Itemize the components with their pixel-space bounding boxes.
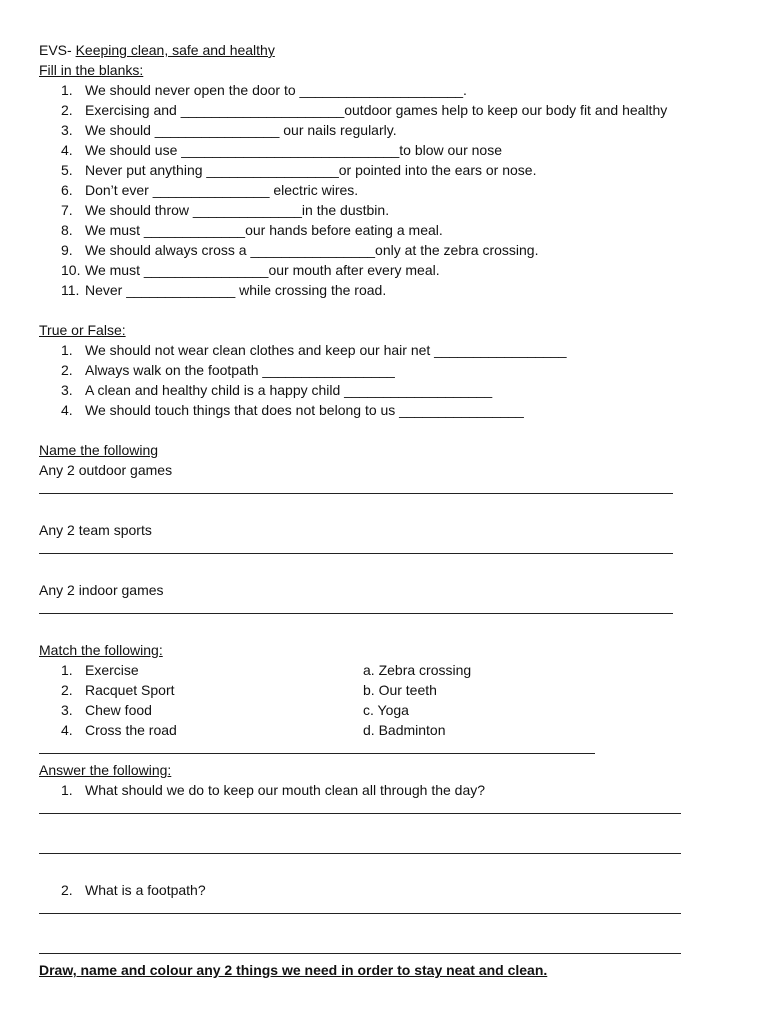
answer-line[interactable] xyxy=(39,900,739,920)
match-heading: Match the following: xyxy=(39,642,163,658)
match-right: c. Yoga xyxy=(363,702,409,718)
item-number: 2. xyxy=(61,682,73,698)
answer-heading: Answer the following: xyxy=(39,762,172,778)
match-row xyxy=(39,680,739,700)
spacer xyxy=(39,920,739,940)
item-number: 7. xyxy=(61,202,73,218)
subject-prefix: EVS- xyxy=(39,42,76,58)
list-item xyxy=(39,180,739,200)
question-text: What should we do to keep our mouth clean all through the day? xyxy=(85,782,486,798)
item-number: 10. xyxy=(61,262,81,278)
prompt-team-sports: Any 2 team sports xyxy=(39,522,152,538)
item-text: We should never open the door to _____________________. xyxy=(85,82,467,98)
answer-line[interactable] xyxy=(39,480,739,500)
item-number: 1. xyxy=(61,342,73,358)
item-number: 6. xyxy=(61,182,73,198)
list-item xyxy=(39,120,739,140)
answer-line[interactable] xyxy=(39,800,739,820)
name-following-heading: Name the following xyxy=(39,442,159,458)
worksheet-title xyxy=(39,40,739,60)
match-left: Racquet Sport xyxy=(85,682,175,698)
list-item xyxy=(39,380,739,400)
item-text: We should throw ______________in the dustbin. xyxy=(85,202,390,218)
item-number: 2. xyxy=(61,362,73,378)
title-text: Keeping clean, safe and healthy xyxy=(75,42,275,58)
item-number: 2. xyxy=(61,882,73,898)
item-number: 11. xyxy=(61,282,80,298)
item-number: 4. xyxy=(61,722,73,738)
item-number: 3. xyxy=(61,702,73,718)
divider-line xyxy=(39,740,739,760)
match-left: Cross the road xyxy=(85,722,177,738)
answer-list-2 xyxy=(39,880,739,900)
draw-instruction: Draw, name and colour any 2 things we need in order to stay neat and clean. xyxy=(39,962,548,978)
question-text: What is a footpath? xyxy=(85,882,206,898)
match-right: a. Zebra crossing xyxy=(363,662,472,678)
item-number: 4. xyxy=(61,402,73,418)
item-number: 3. xyxy=(61,382,73,398)
spacer xyxy=(39,500,739,520)
list-item xyxy=(39,280,739,300)
list-item xyxy=(39,140,739,160)
item-number: 1. xyxy=(61,82,73,98)
item-text: We should touch things that does not belong to us ________________ xyxy=(85,402,524,418)
match-left: Exercise xyxy=(85,662,139,678)
item-text: Always walk on the footpath _________________ xyxy=(85,362,395,378)
spacer xyxy=(39,300,739,320)
list-item xyxy=(39,80,739,100)
list-item xyxy=(39,200,739,220)
item-text: Don’t ever _______________ electric wires. xyxy=(85,182,359,198)
spacer xyxy=(39,820,739,840)
item-text: Never ______________ while crossing the road. xyxy=(85,282,387,298)
item-text: We should not wear clean clothes and keep our hair net _________________ xyxy=(85,342,567,358)
answer-line[interactable] xyxy=(39,940,739,960)
item-number: 1. xyxy=(61,782,73,798)
spacer xyxy=(39,620,739,640)
answer-line[interactable] xyxy=(39,600,739,620)
fill-blanks-list xyxy=(39,80,739,300)
spacer xyxy=(39,560,739,580)
item-text: Exercising and _____________________outdoor games help to keep our body fit and healthy xyxy=(85,102,668,118)
match-row xyxy=(39,720,739,740)
fill-blanks-heading: Fill in the blanks: xyxy=(39,62,144,78)
true-false-list xyxy=(39,340,739,420)
item-text: We should always cross a ________________only at the zebra crossing. xyxy=(85,242,539,258)
match-right: d. Badminton xyxy=(363,722,446,738)
answer-line[interactable] xyxy=(39,540,739,560)
answer-list xyxy=(39,780,739,800)
item-number: 1. xyxy=(61,662,73,678)
item-number: 2. xyxy=(61,102,73,118)
list-item xyxy=(39,160,739,180)
match-right: b. Our teeth xyxy=(363,682,437,698)
item-number: 8. xyxy=(61,222,73,238)
list-item xyxy=(39,340,739,360)
item-text: We must ________________our mouth after every meal. xyxy=(85,262,440,278)
prompt-outdoor-games: Any 2 outdoor games xyxy=(39,462,173,478)
worksheet xyxy=(39,40,739,980)
item-text: We must _____________our hands before eating a meal. xyxy=(85,222,443,238)
item-text: We should use ____________________________to blow our nose xyxy=(85,142,502,158)
spacer xyxy=(39,860,739,880)
item-text: A clean and healthy child is a happy child ___________________ xyxy=(85,382,493,398)
list-item xyxy=(39,780,739,800)
list-item xyxy=(39,240,739,260)
true-false-heading: True or False: xyxy=(39,322,126,338)
item-number: 9. xyxy=(61,242,73,258)
item-text: Never put anything _________________or pointed into the ears or nose. xyxy=(85,162,537,178)
answer-line[interactable] xyxy=(39,840,739,860)
match-left: Chew food xyxy=(85,702,152,718)
list-item xyxy=(39,220,739,240)
match-row xyxy=(39,660,739,680)
item-number: 5. xyxy=(61,162,73,178)
item-text: We should ________________ our nails regularly. xyxy=(85,122,397,138)
item-number: 3. xyxy=(61,122,73,138)
spacer xyxy=(39,420,739,440)
match-row xyxy=(39,700,739,720)
list-item xyxy=(39,100,739,120)
item-number: 4. xyxy=(61,142,73,158)
list-item xyxy=(39,880,739,900)
list-item xyxy=(39,260,739,280)
list-item xyxy=(39,360,739,380)
prompt-indoor-games: Any 2 indoor games xyxy=(39,582,164,598)
list-item xyxy=(39,400,739,420)
